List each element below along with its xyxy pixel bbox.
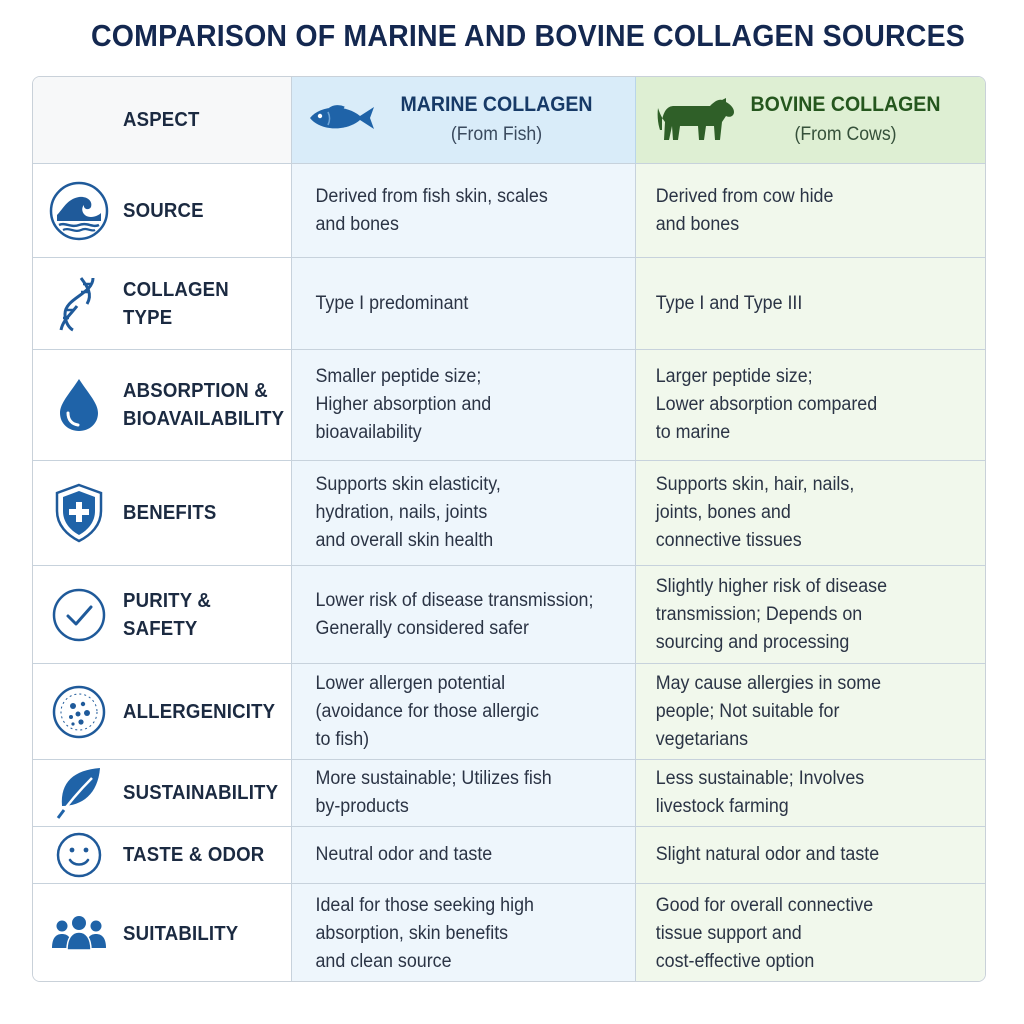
table-cell-bovine xyxy=(636,566,986,664)
table-cell-marine xyxy=(292,566,636,664)
table-cell-marine xyxy=(292,827,636,884)
table-cell-marine xyxy=(292,461,636,566)
wave-icon xyxy=(49,181,109,241)
header-bovine-subtitle: (From Cows) xyxy=(794,124,897,145)
table-cell-bovine xyxy=(636,350,986,461)
header-marine-subtitle: (From Fish) xyxy=(450,124,543,145)
aspect-label: PURITY & SAFETY xyxy=(123,589,211,640)
table-cell-bovine xyxy=(636,258,986,350)
table-cell-marine xyxy=(292,350,636,461)
table-cell-bovine xyxy=(636,164,986,258)
table-row-aspect xyxy=(33,884,292,982)
table-row-aspect xyxy=(33,461,292,566)
table-row-aspect xyxy=(33,350,292,461)
header-bovine-title: BOVINE COLLAGEN xyxy=(750,93,941,116)
table-row-aspect xyxy=(33,258,292,350)
leaf-icon xyxy=(49,763,109,823)
bovine-text: Slightly higher risk of disease transmission; Depends on sourcing and processing xyxy=(655,575,888,653)
aspect-label: SUITABILITY xyxy=(123,922,239,945)
aspect-label: SOURCE xyxy=(123,199,204,222)
page-title: COMPARISON OF MARINE AND BOVINE COLLAGEN SOURCES xyxy=(91,18,965,53)
comparison-table xyxy=(32,76,986,982)
header-marine-cell xyxy=(292,77,636,164)
bovine-text: Slight natural odor and taste xyxy=(655,844,880,865)
table-row-aspect xyxy=(33,827,292,884)
bovine-text: Supports skin, hair, nails, joints, bones and connective tissues xyxy=(655,474,855,551)
aspect-label: ABSORPTION & BIOAVAILABILITY xyxy=(123,380,285,430)
marine-text: Lower risk of disease transmission; Generally considered safer xyxy=(315,589,594,639)
smiley-icon xyxy=(49,825,109,885)
table-cell-bovine xyxy=(636,664,986,760)
table-cell-bovine xyxy=(636,760,986,827)
marine-text: Supports skin elasticity, hydration, nails, joints and overall skin health xyxy=(315,474,501,551)
bovine-text: Derived from cow hide and bones xyxy=(655,185,834,235)
allergen-icon xyxy=(49,682,109,742)
table-row-aspect xyxy=(33,566,292,664)
check-circle-icon xyxy=(49,585,109,645)
droplet-icon xyxy=(49,375,109,435)
aspect-label: TASTE & ODOR xyxy=(123,844,265,866)
header-aspect-cell xyxy=(33,77,292,164)
aspect-label: COLLAGEN TYPE xyxy=(123,278,229,329)
marine-text: Type I predominant xyxy=(315,292,469,314)
table-row-aspect xyxy=(33,760,292,827)
aspect-label: BENEFITS xyxy=(123,502,217,524)
table-row-aspect xyxy=(33,664,292,760)
dna-icon xyxy=(49,274,109,334)
marine-text: More sustainable; Utilizes fish by-products xyxy=(315,768,552,817)
people-icon xyxy=(49,904,109,964)
cow-icon xyxy=(654,94,738,147)
table-cell-bovine xyxy=(636,461,986,566)
table-cell-marine xyxy=(292,258,636,350)
bovine-text: Type I and Type III xyxy=(655,292,803,314)
header-marine-title: MARINE COLLAGEN xyxy=(400,93,593,116)
marine-text: Lower allergen potential (avoidance for those allergic to fish) xyxy=(315,672,539,750)
shield-plus-icon xyxy=(49,483,109,543)
aspect-label: ALLERGENICITY xyxy=(123,700,276,723)
table-cell-bovine xyxy=(636,827,986,884)
marine-text: Smaller peptide size; Higher absorption and bioavailability xyxy=(315,366,492,443)
bovine-text: Larger peptide size; Lower absorption compared to marine xyxy=(655,366,878,443)
table-cell-marine xyxy=(292,164,636,258)
marine-text: Neutral odor and taste xyxy=(315,844,493,865)
marine-text: Derived from fish skin, scales and bones xyxy=(315,185,548,235)
bovine-text: May cause allergies in some people; Not suitable for vegetarians xyxy=(655,672,882,750)
bovine-text: Good for overall connective tissue support and cost-effective option xyxy=(655,894,874,972)
bovine-text: Less sustainable; Involves livestock farming xyxy=(655,768,865,817)
marine-text: Ideal for those seeking high absorption, skin benefits and clean source xyxy=(315,894,534,972)
table-cell-marine xyxy=(292,664,636,760)
header-bovine-cell xyxy=(636,77,986,164)
table-row-aspect xyxy=(33,164,292,258)
aspect-label: SUSTAINABILITY xyxy=(123,782,279,804)
table-cell-bovine xyxy=(636,884,986,982)
fish-icon xyxy=(308,103,380,138)
table-cell-marine xyxy=(292,760,636,827)
table-cell-marine xyxy=(292,884,636,982)
header-aspect-label: ASPECT xyxy=(123,109,200,131)
